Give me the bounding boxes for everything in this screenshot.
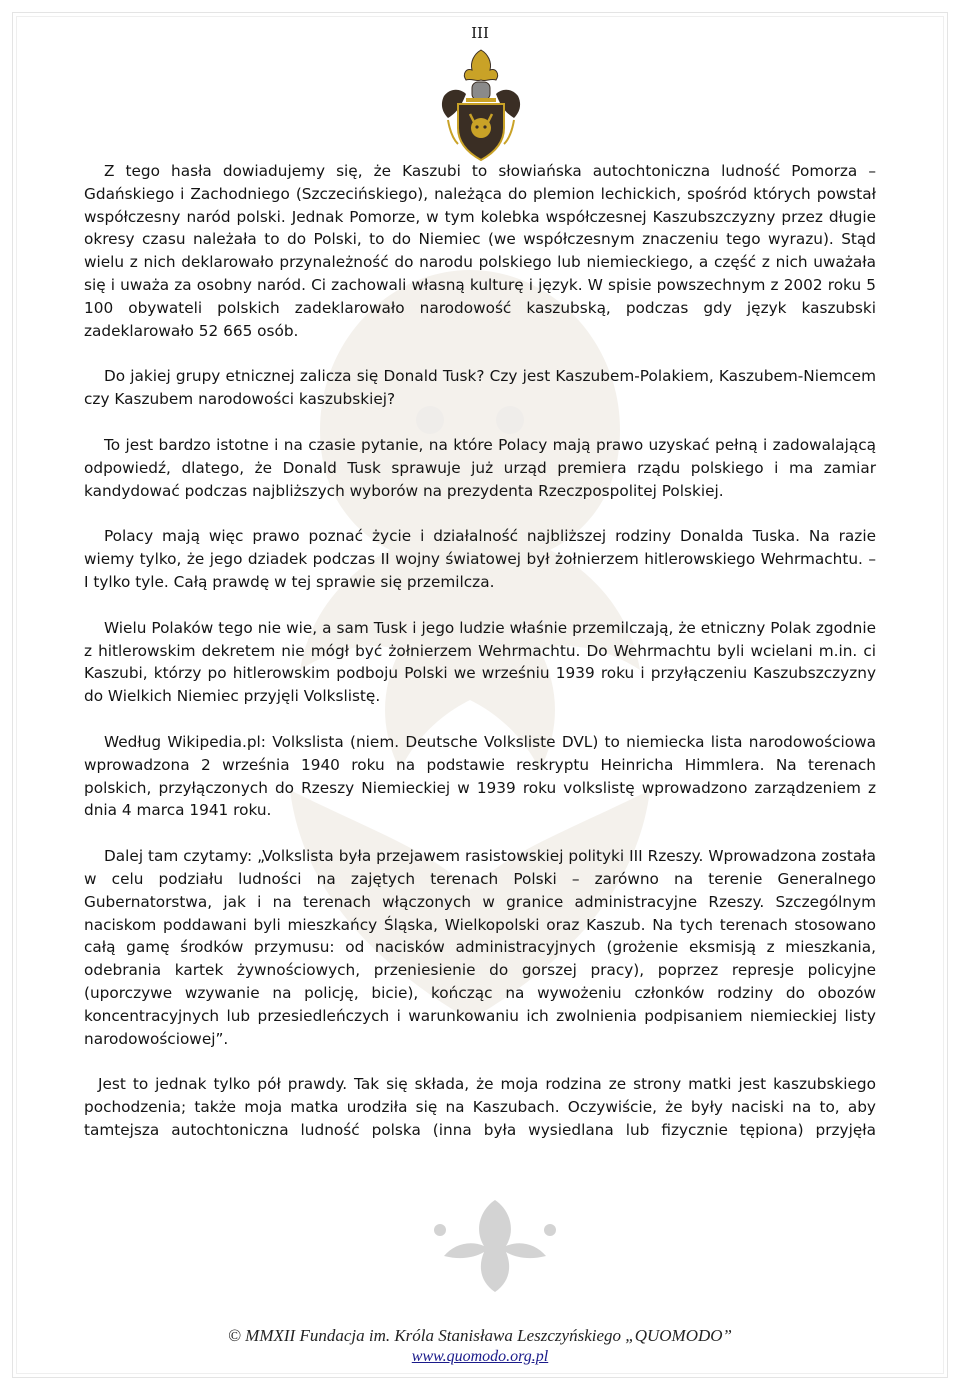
page-number: III (471, 24, 489, 42)
paragraph: Polacy mają więc prawo poznać życie i działalność najbliższej rodziny Donalda Tuska. Na razie wiemy tylko, że jego dziadek podczas II wojny światowej był żołnierzem hitlerowskiego Wehrmachtu. – I tylko tyle. Całą prawdę w tej sprawie się przemilcza. (84, 527, 876, 591)
footer-copyright: © MMXII Fundacja im. Króla Stanisława Leszczyńskiego „QUOMODO” (228, 1326, 732, 1345)
paragraph: Do jakiej grupy etnicznej zalicza się Donald Tusk? Czy jest Kaszubem-Polakiem, Kaszubem-Niemcem czy Kaszubem narodowości kaszubskiej? (84, 367, 876, 409)
fleuron-ornament-icon (420, 1190, 570, 1300)
paragraph: Wielu Polaków tego nie wie, a sam Tusk i jego ludzie właśnie przemilczają, że etniczny Polak zgodnie z hitlerowskim dekretem nie mógł być żołnierzem Wehrmachtu. Do Wehrmachtu byli wcielani m.in. ci Kaszubi, którzy po hitlerowskim podboju Polski we wrześniu 1939 roku i przyłączeniu Kaszubszczyzny do Wielkich Niemiec przyjęli Volkslistę. (84, 618, 876, 706)
paragraph: Według Wikipedia.pl: Volkslista (niem. Deutsche Volksliste DVL) to niemiecka lista narodowościowa wprowadzona 2 września 1940 roku na podstawie reskryptu Heinricha Himmlera. Na terenach polskich, przyłączonych do Rzeszy Niemieckiej w 1939 roku volkslistę wprowadzono zarządzeniem z dnia 4 marca 1941 roku. (84, 732, 876, 820)
footer-link[interactable]: www.quomodo.org.pl (411, 1348, 549, 1365)
paragraph: Z tego hasła dowiadujemy się, że Kaszubi to słowiańska autochtoniczna ludność Pomorza – Gdańskiego i Zachodniego (Szczecińskiego), należąca do plemion lechickich, spośród których powstał współczesny naród polski. Jednak Pomorze, w tym kolebka współczesnej Kaszubszczyzny przez długie okresy czasu należała to do Polski, to do Niemiec (we współczesnym znaczeniu tego wyrazu). Stąd wielu z nich deklarowało przynależność do narodu polskiego lub niemieckiego, a część z nich uważała się i uważa za osobny naród. Ci zachowali własną kulturę i język. W spisie powszechnym z 2002 roku 5 100 obywateli polskich zadeklarowało narodowość kaszubską, podczas gdy język kaszubski zadeklarowało 52 665 osób. (84, 162, 876, 340)
paragraph: To jest bardzo istotne i na czasie pytanie, na które Polacy mają prawo uzyskać pełną i zadowalającą odpowiedź, dlatego, że Donald Tusk sprawuje już urząd premiera rządu polskiego i ma zamiar kandydować podczas najbliższych wyborów na prezydenta Rzeczpospolitej Polskiej. (84, 435, 876, 500)
coat-of-arms-icon (436, 48, 526, 166)
paragraph: Dalej tam czytamy: „Volkslista była przejawem rasistowskiej polityki III Rzeszy. Wprowadzona została w celu podziału ludności na zajętych terenach Polski – zarówno na terenie Generalnego Gubernatorstwa, jak i na terenach włączonych w granice administracyjne Rzeszy. Szczególnym naciskom poddawani byli mieszkańcy Śląska, Wielkopolski oraz Kaszub. Na tych terenach stosowano całą gamę środków przymusu: od nacisków administracyjnych (grożenie eksmisją z mieszkania, odebrania kartek żywnościowych, przeniesienie do gorszej pracy), poprzez represje policyjne (uporczywe wzywanie na policję, bicie), kończąc na wywożeniu członków rodziny do obozów koncentracyjnych lub przesiedleńczych i warunkowaniu ich zwolnienia podpisaniem niemieckiej listy narodowościowej”. (84, 847, 876, 1048)
article-body (84, 160, 876, 1142)
paragraph: Jest to jednak tylko pół prawdy. Tak się składa, że moja rodzina ze strony matki jest kaszubskiego pochodzenia; także moja matka urodziła się na Kaszubach. Oczywiście, że były naciski na to, aby tamtejsza autochtoniczna ludność polska (inna była wysiedlana lub fizycznie tępiona) przyjęła (84, 1075, 876, 1139)
